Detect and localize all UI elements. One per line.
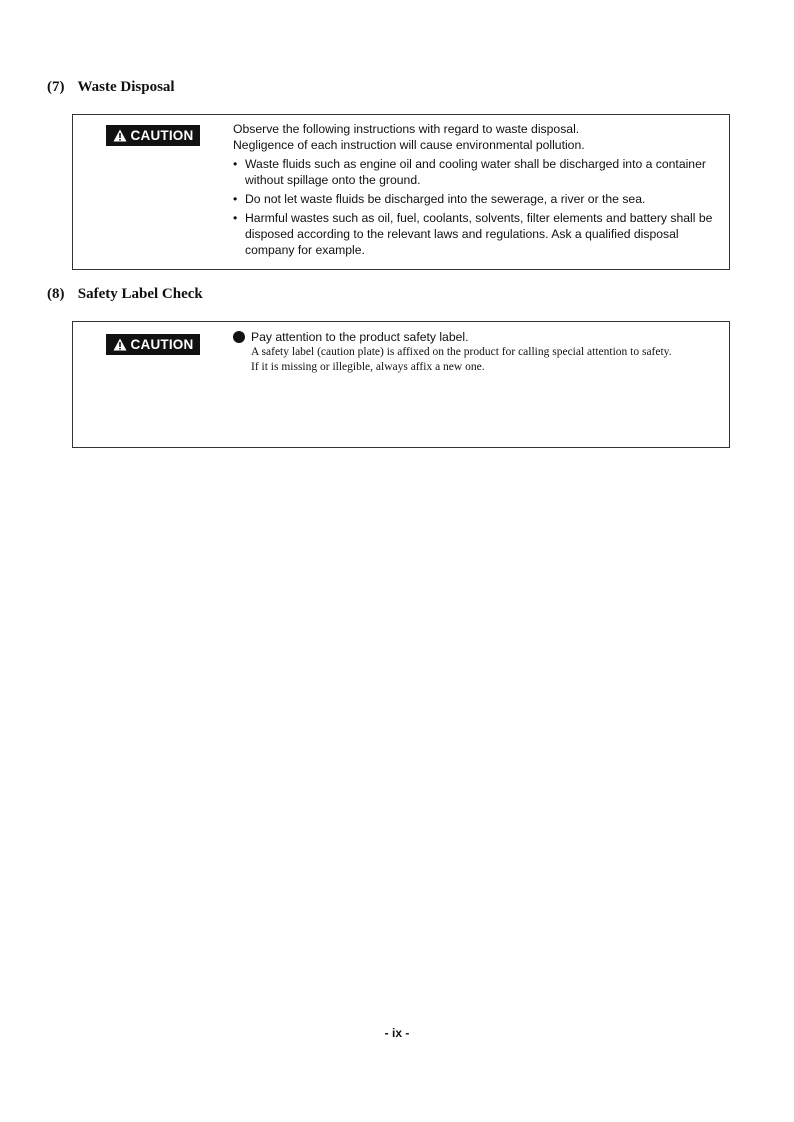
section-8-heading	[47, 286, 203, 303]
warning-triangle-icon	[113, 338, 127, 351]
waste-disposal-list	[233, 156, 721, 258]
safety-label-caution-box	[72, 321, 730, 448]
waste-disposal-content	[233, 121, 721, 261]
list-item	[233, 210, 721, 258]
safety-label-content	[233, 329, 721, 375]
caution-badge	[106, 334, 200, 355]
caution-badge-label: CAUTION	[130, 337, 194, 352]
list-item-text: Waste fluids such as engine oil and cooling water shall be discharged into a container without spillage onto the ground.	[245, 157, 706, 187]
intro-line: Negligence of each instruction will cause environmental pollution.	[233, 138, 585, 152]
bullet-icon: •	[233, 192, 238, 206]
list-item	[233, 156, 721, 188]
caution-badge	[106, 125, 200, 146]
section-7-heading	[47, 79, 175, 96]
section-7-number: (7)	[47, 79, 65, 95]
lead-text: Pay attention to the product safety label.	[251, 330, 469, 344]
filled-circle-icon	[233, 331, 245, 343]
section-7-title: Waste Disposal	[77, 79, 175, 95]
list-item-text: Harmful wastes such as oil, fuel, coolants, solvents, filter elements and battery shall be disposed according to the relevant laws and regulations. Ask a qualified disposal company for example.	[245, 211, 713, 257]
page-number: - ix -	[384, 1026, 410, 1040]
warning-triangle-icon	[113, 129, 127, 142]
safety-label-body	[233, 345, 721, 375]
list-item-text: Do not let waste fluids be discharged into the sewerage, a river or the sea.	[245, 192, 646, 206]
section-8-number: (8)	[47, 286, 65, 302]
waste-disposal-caution-box	[72, 114, 730, 270]
body-paragraph: If it is missing or illegible, always affix a new one.	[251, 361, 485, 373]
section-8-title: Safety Label Check	[77, 286, 203, 302]
bullet-icon: •	[233, 157, 238, 171]
caution-badge-label: CAUTION	[130, 128, 194, 143]
intro-line: Observe the following instructions with regard to waste disposal.	[233, 122, 580, 136]
lead-line	[233, 329, 721, 345]
body-paragraph: A safety label (caution plate) is affixed on the product for calling special attention to safety.	[251, 346, 672, 358]
list-item	[233, 191, 721, 207]
bullet-icon: •	[233, 211, 238, 225]
